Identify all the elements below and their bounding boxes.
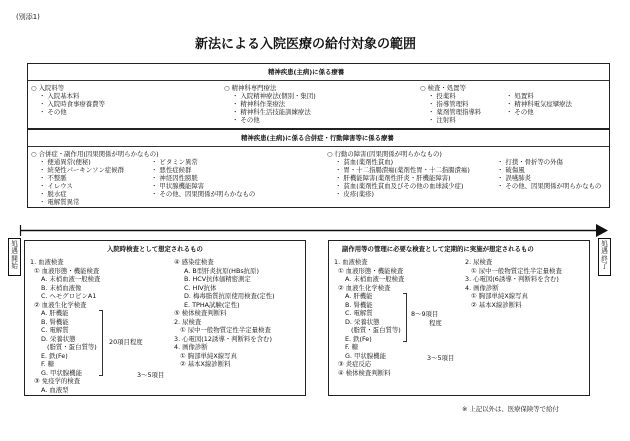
box1-colC-0: ○ 検査・処置等 <box>420 84 466 92</box>
box3-colA-11: E. 鉄(Fe) <box>41 351 68 360</box>
box4-colA-4: A. 肝機能 <box>345 292 373 300</box>
box3-colB-12: ② 基本X線診断料 <box>180 360 231 368</box>
box3-note-items: 20項目程度 <box>109 338 143 346</box>
appendix-label: (別添1) <box>16 13 40 21</box>
box3-bracket <box>99 310 103 376</box>
label-start-text: 処遇開始 <box>11 240 18 271</box>
box4-colA-0: 1. 血液検査 <box>334 258 368 266</box>
box2-colB-2: ・ 神経因性膀胱 <box>151 174 198 182</box>
page-title: 新法による入院医療の給付対象の範囲 <box>195 37 417 52</box>
box4-colA-9: E. 鉄(Fe) <box>345 334 372 343</box>
timeline-arrow-head <box>596 224 608 237</box>
box3-colB-9: 3. 心電図(12誘導・判断料を含む) <box>174 334 272 343</box>
box3-colA-0: 1. 血液検査 <box>30 258 64 266</box>
box4-colA-8: (脂質・蛋白質等) <box>351 326 401 334</box>
box4-colA-2: A. 末梢血液一般検査 <box>345 275 405 283</box>
box4-colB-1: ① 尿中一般物質定性半定量検査 <box>471 266 562 275</box>
box2-colC-1: ・ 貧血(薬剤性貧血) <box>335 158 394 166</box>
box3-colA-8: C. 電解質 <box>41 326 69 334</box>
box3-colB-6: ⑤ 検体検査判断料 <box>174 309 227 317</box>
box2-colC-0: ○ 行動の障害(因果関係が明らかなもの) <box>327 150 442 158</box>
box2-colD-1: ・ 破傷風 <box>497 166 525 174</box>
box4-note-items: 8〜9項目 <box>411 310 439 318</box>
box1-colD-0: ・ 処置料 <box>506 92 534 100</box>
box1-header: 精神疾患(主病)に係る療養 <box>268 68 345 76</box>
box3-colA-14: ③ 免疫学的検査 <box>34 377 81 385</box>
box2-colC-2: ・ 胃・十二指腸潰瘍(薬剤性胃・十二指腸潰瘍) <box>335 166 470 174</box>
box4-bracket <box>403 293 407 342</box>
box4-colB-2: 3. 心電図(6誘導・判断料を含む) <box>465 275 559 283</box>
box3-colB-5: E. TPHA試験(定性) <box>184 300 240 309</box>
box1-colC-2: ・ 指導管理料 <box>428 100 469 108</box>
box4-colA-5: B. 腎機能 <box>345 300 373 309</box>
box1-colB-4: ・ その他 <box>232 116 260 124</box>
box3-colB-2: B. HCV抗体価精密測定 <box>184 275 251 283</box>
box1-colD-2: ・ その他 <box>506 108 534 116</box>
box4-colA-10: F. 糖 <box>345 343 359 351</box>
box1-colB-1: ・ 入院精神療法(個別・集団) <box>232 92 316 100</box>
box3-colA-15: A. 血液型 <box>41 385 69 394</box>
box3-note-items2: 3〜5項目 <box>137 371 165 379</box>
box3-colA-9: D. 栄養状態 <box>41 334 76 343</box>
box2-colC-5: ・ 皮疹(薬疹) <box>335 190 374 198</box>
box4-colA-13: ④ 検体検査判断料 <box>338 368 391 377</box>
box3-colB-8: ① 尿中一般物質定性半定量検査 <box>180 326 271 334</box>
box3-colA-4: C. ヘモグロビンA1 <box>41 292 97 300</box>
box3-colB-1: A. B型肝炎抗原(HBs抗原) <box>184 266 259 275</box>
box3-colB-11: ① 胸部単純X線写真 <box>180 351 237 360</box>
box4-title: 副作用等の管理に必要な検査として定期的に実施が想定されるもの <box>342 245 534 253</box>
box4-colB-3: 4. 画像診断 <box>465 283 499 292</box>
box2-colB-1: ・ 悪性症候群 <box>151 166 192 174</box>
box2-colA-5: ・ 脱水症 <box>39 190 67 198</box>
box4-note-items2: 3〜5項目 <box>427 354 455 362</box>
box2-colB-0: ・ ビタミン異常 <box>151 158 198 166</box>
box3-colB-10: 4. 画像診断 <box>174 343 208 351</box>
box2-colD-0: ・ 打撲・骨折等の外傷 <box>497 158 563 166</box>
box3-colA-12: F. 糖 <box>41 360 55 368</box>
box3-colA-3: B. 末梢血液像 <box>41 283 82 292</box>
box4-colA-6: C. 電解質 <box>345 309 373 317</box>
box-periodic-tests <box>328 240 590 396</box>
box1-colB-0: ○ 精神科専門療法 <box>224 84 277 92</box>
box2-colA-4: ・ イレウス <box>39 182 73 190</box>
box1-colC-3: ・ 薬剤管理指導料 <box>428 108 482 116</box>
footnote: ※ 上記以外は、医療保険等で給付 <box>462 405 559 413</box>
box4-colB-0: 2. 尿検査 <box>465 258 493 266</box>
box4-colA-7: D. 栄養状態 <box>345 317 380 326</box>
box3-colA-13: G. 甲状腺機能 <box>41 368 82 377</box>
box3-colB-3: C. HIV抗体 <box>184 283 217 292</box>
box1-colA-0: ○ 入院料等 <box>31 84 65 92</box>
box1-colB-2: ・ 精神科作業療法 <box>232 100 286 108</box>
box2-header: 精神疾患(主病)に係る合併症・行動障害等に係る療養 <box>241 134 394 142</box>
box1-colB-3: ・ 精神科生活技能訓練療法 <box>232 108 311 116</box>
box4-colA-3: ② 血液生化学検査 <box>338 283 391 292</box>
box2-colA-2: ・ 続発性パーキンソン症候群 <box>39 166 125 174</box>
box-admission-tests <box>24 240 306 396</box>
box4-colB-4: ① 胸部単純X線写真 <box>471 292 528 300</box>
box3-colB-4: D. 梅毒脂質抗原使用検査(定性) <box>184 292 275 300</box>
box1-colC-4: ・ 注射料 <box>428 116 456 124</box>
box2-colA-0: ○ 合併症・副作用(因果関係が明らかなもの) <box>31 150 159 158</box>
box2-colD-3: ・ その他、因果関係が明らかなもの <box>497 182 602 190</box>
box2-colB-3: ・ 甲状腺機能障害 <box>151 182 205 190</box>
box1-colC-1: ・ 投薬料 <box>428 92 456 100</box>
box2-colA-3: ・ 不整脈 <box>39 174 67 182</box>
box3-colA-10: (脂質・蛋白質等) <box>47 343 97 351</box>
box3-title: 入院時検査として想定されるもの <box>107 245 203 253</box>
box3-colA-1: ① 血液形態・機能検査 <box>34 266 100 275</box>
box2-colB-4: ・ その他、因果関係が明らかなもの <box>151 190 256 198</box>
box1-colA-2: ・ 入院時食事療養費等 <box>39 100 105 108</box>
box4-note-items-b: 程度 <box>429 319 442 327</box>
box4-colB-5: ② 基本X線診断料 <box>471 300 522 309</box>
box4-colA-1: ① 血液形態・機能検査 <box>338 266 404 275</box>
box1-colA-1: ・ 入院基本料 <box>39 92 80 100</box>
box3-colA-6: A. 肝機能 <box>41 309 69 317</box>
box3-colA-2: A. 末梢血液一般検査 <box>41 275 101 283</box>
box1-colD-1: ・ 精神科電気痙攣療法 <box>506 100 572 108</box>
box1-colA-3: ・ その他 <box>39 108 67 116</box>
box4-colA-12: ③ 炎症反応 <box>338 360 372 368</box>
box2-colD-2: ・ 誤嚥肺炎 <box>497 174 531 182</box>
box2-colA-6: ・ 電解質異常 <box>39 198 80 206</box>
box3-colB-7: 2. 尿検査 <box>174 317 202 326</box>
box3-colA-7: B. 腎機能 <box>41 317 69 326</box>
label-end-text: 処遇終了 <box>601 240 608 271</box>
box3-colB-0: ④ 感染症検査 <box>174 258 214 266</box>
box2-colC-4: ・ 貧血(薬剤性貧血及びその他の血球減少症) <box>335 182 464 190</box>
box2-colC-3: ・ 肝機能障害(薬剤性肝炎・肝機能障害) <box>335 174 451 182</box>
box2-colA-1: ・ 便通異常(便秘) <box>39 158 91 166</box>
box4-colA-11: G. 甲状腺機能 <box>345 351 386 360</box>
box3-colA-5: ② 血液生化学検査 <box>34 300 87 309</box>
